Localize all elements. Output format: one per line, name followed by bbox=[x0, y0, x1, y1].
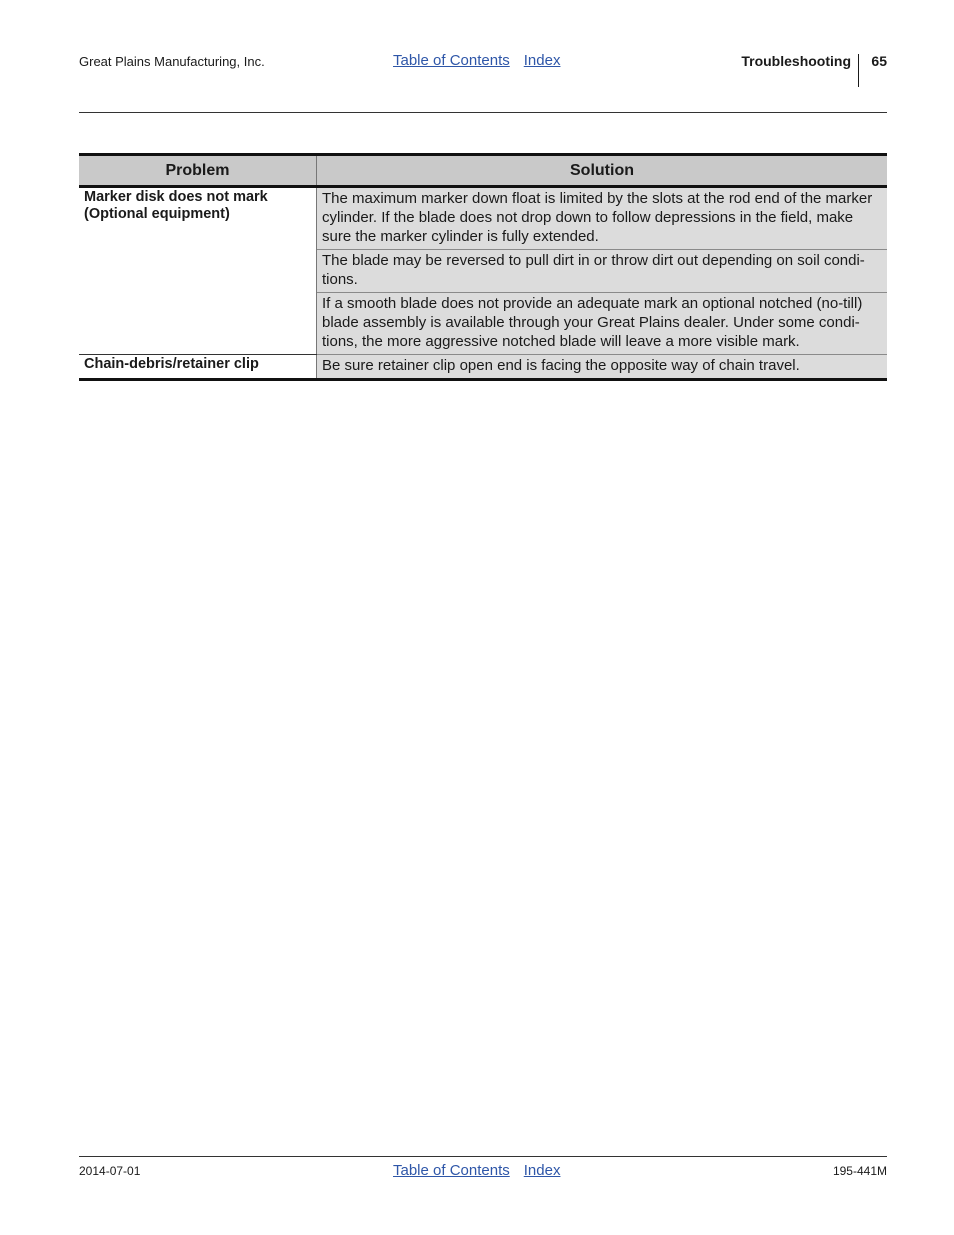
problem-column-header: Problem bbox=[79, 155, 317, 187]
index-link[interactable]: Index bbox=[523, 52, 561, 69]
footer-table-of-contents-link[interactable]: Table of Contents bbox=[393, 1162, 510, 1179]
footer-index-link[interactable]: Index bbox=[523, 1162, 561, 1179]
document-number: 195-441M bbox=[832, 1164, 887, 1178]
footer-rule bbox=[79, 1156, 887, 1157]
solution-cell: If a smooth blade does not provide an adequate mark an optional notched (no-till) blade assembly is available through your Great Plains dealer. Under some condi-tions, the more aggressive notched blade will leave a more visible mark. bbox=[317, 293, 888, 355]
section-title: Troubleshooting bbox=[741, 53, 851, 69]
company-name: Great Plains Manufacturing, Inc. bbox=[79, 54, 265, 69]
header-nav bbox=[393, 52, 560, 69]
table-of-contents-link[interactable]: Table of Contents bbox=[393, 52, 510, 69]
table-row bbox=[79, 187, 887, 250]
solution-cell: Be sure retainer clip open end is facing the opposite way of chain travel. bbox=[317, 355, 888, 380]
footer-date: 2014-07-01 bbox=[79, 1164, 141, 1178]
table-header-row bbox=[79, 155, 887, 187]
page-header bbox=[79, 50, 887, 90]
troubleshooting-table bbox=[79, 153, 887, 381]
solution-cell: The maximum marker down float is limited by the slots at the rod end of the marker cylinder. If the blade does not drop down to follow depressions in the field, make sure the marker cylinder is fully extended. bbox=[317, 187, 888, 250]
solution-cell: The blade may be reversed to pull dirt in or throw dirt out depending on soil condi-tions. bbox=[317, 250, 888, 293]
table-row bbox=[79, 355, 887, 380]
header-rule bbox=[79, 112, 887, 113]
header-divider bbox=[858, 54, 859, 87]
problem-cell: Chain-debris/retainer clip bbox=[79, 355, 317, 380]
problem-cell: Marker disk does not mark (Optional equipment) bbox=[79, 187, 317, 355]
footer-nav bbox=[393, 1162, 560, 1179]
solution-column-header: Solution bbox=[317, 155, 888, 187]
page-number: 65 bbox=[871, 53, 887, 69]
